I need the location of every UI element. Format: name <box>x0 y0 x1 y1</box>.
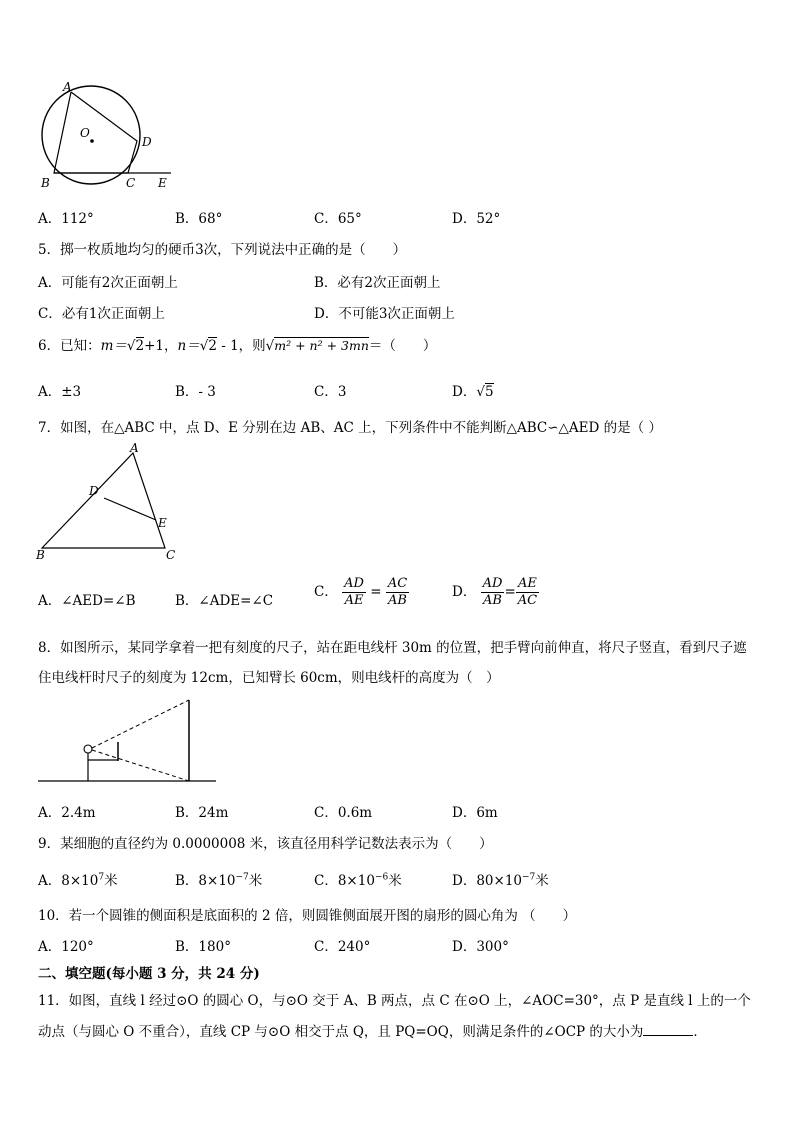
fraction: $\frac{AC}{AB}$ <box>387 576 408 608</box>
sqrt-sign: √ <box>126 338 136 354</box>
label-C: C <box>166 548 176 562</box>
fraction: $\frac{AE}{AC}$ <box>517 576 538 608</box>
label-O: O <box>80 126 90 140</box>
q6-radicand: m² + n² + 3mn <box>274 338 369 353</box>
q5-stem: 5．掷一枚质地均匀的硬币3次，下列说法中正确的是（ ） <box>38 242 407 258</box>
q10-stem: 10．若一个圆锥的侧面积是底面积的 2 倍，则圆锥侧面展开图的扇形的圆心角为 （ ） <box>38 908 577 924</box>
q9-option-b: B．$8\times 10^{-7}$米 <box>175 872 263 889</box>
q10-option-d: D．300° <box>452 939 509 955</box>
q6-m: m＝ <box>100 338 127 354</box>
q6-tail: ＝（ ） <box>368 338 437 354</box>
triangle-figure <box>34 440 184 565</box>
q6-stem: 6．已知：m＝√2+1，n＝√2 - 1，则√m² + n² + 3mn＝（ ） <box>38 338 437 354</box>
q6-optd-radicand: 5 <box>484 384 494 400</box>
q8-option-c: C．0.6m <box>314 805 373 821</box>
q11-line2: 动点（与圆心 O 不重合），直线 CP 与⊙O 相交于点 Q，且 PQ=OQ，则满足条件的∠OCP 的大小为 ． <box>38 1024 707 1040</box>
q4-option-c: C．65° <box>314 211 362 227</box>
head <box>84 745 92 753</box>
q7-stem: 7．如图，在△ABC 中，点 D、E 分别在边 AB、AC 上，下列条件中不能判断△ABC∽△AED 的是（ ） <box>38 420 662 436</box>
q4-option-b: B．68° <box>175 211 223 227</box>
q7-option-b: B．∠ADE=∠C <box>175 593 274 609</box>
q6-option-b: B．- 3 <box>175 384 216 400</box>
circle-o <box>42 86 140 184</box>
label-E: E <box>158 176 167 190</box>
sight-line-bottom <box>92 750 189 781</box>
quad-abcd <box>54 92 137 173</box>
section-heading: 二、填空题(每小题 3 分，共 24 分) <box>38 966 260 982</box>
label-A: A <box>63 80 72 94</box>
q6-option-c: C．3 <box>314 384 347 400</box>
triangle-abc <box>42 453 165 548</box>
label-B: B <box>41 176 50 190</box>
q6-option-a: A．±3 <box>38 384 82 400</box>
q6-prefix: 6．已知： <box>38 338 101 354</box>
q11-line1: 11．如图，直线 l 经过⊙O 的圆心 O，与⊙O 交于 A、B 两点，点 C 在⊙O 上，∠AOC=30°，点 P 是直线 l 上的一个 <box>38 993 751 1009</box>
center-dot <box>90 139 94 143</box>
sight-line-top <box>92 700 189 748</box>
q8-option-b: B．24m <box>175 805 229 821</box>
q9-stem: 9．某细胞的直径约为 0.0000008 米，该直径用科学记数法表示为（ ） <box>38 836 493 852</box>
q4-option-d: D．52° <box>452 211 501 227</box>
q7-option-a: A．∠AED=∠B <box>38 593 136 609</box>
segment-de <box>104 498 156 520</box>
answer-blank[interactable] <box>643 1023 693 1036</box>
q10-option-c: C．240° <box>314 939 371 955</box>
label-D: D <box>142 135 152 149</box>
label-E: E <box>158 516 167 530</box>
q7-option-c: C． $\frac{AD}{AE}$ = $\frac{AC}{AB}$ <box>314 576 408 608</box>
q5-option-d: D．不可能3次正面朝上 <box>314 306 455 322</box>
fraction: $\frac{AD}{AE}$ <box>344 576 364 608</box>
q5-option-c: C．必有1次正面朝上 <box>38 306 165 322</box>
q9-option-c: C．$8\times 10^{-6}$米 <box>314 872 402 889</box>
label-A: A <box>130 441 139 455</box>
label-B: B <box>36 548 45 562</box>
q5-option-a: A．可能有2次正面朝上 <box>38 275 178 291</box>
q9-option-d: D．$80\times 10^{-7}$米 <box>452 872 549 889</box>
q8-line1: 8．如图所示，某同学拿着一把有刻度的尺子，站在距电线杆 30m 的位置，把手臂向前伸直，将尺子竖直，看到尺子遮 <box>38 640 747 656</box>
label-C: C <box>126 176 136 190</box>
q6-sqrt2-a: 2 <box>135 338 145 354</box>
q6-option-d: D．√5 <box>452 384 494 400</box>
q9-option-a: A．$8\times 10^7$米 <box>38 872 118 889</box>
q8-option-d: D．6m <box>452 805 498 821</box>
label-D: D <box>89 484 99 498</box>
q10-option-a: A．120° <box>38 939 94 955</box>
q4-option-a: A．112° <box>38 211 94 227</box>
q8-line2: 住电线杆时尺子的刻度为 12cm，已知臂长 60cm，则电线杆的高度为（ ） <box>38 670 500 686</box>
circle-quadrilateral-figure <box>36 80 186 195</box>
q6-n: n＝ <box>177 338 200 354</box>
q6-sqrt2-b: 2 <box>208 338 217 354</box>
q8-option-a: A．2.4m <box>38 805 96 821</box>
q5-option-b: B．必有2次正面朝上 <box>314 275 441 291</box>
q6-plus1: +1， <box>144 338 178 354</box>
pole-ruler-figure <box>36 692 221 787</box>
q7-option-d: D． $\frac{AD}{AB}$ = $\frac{AE}{AC}$ <box>452 576 538 608</box>
q10-option-b: B．180° <box>175 939 231 955</box>
q6-minus1: - 1，则 <box>216 338 266 354</box>
fraction: $\frac{AD}{AB}$ <box>482 576 503 608</box>
